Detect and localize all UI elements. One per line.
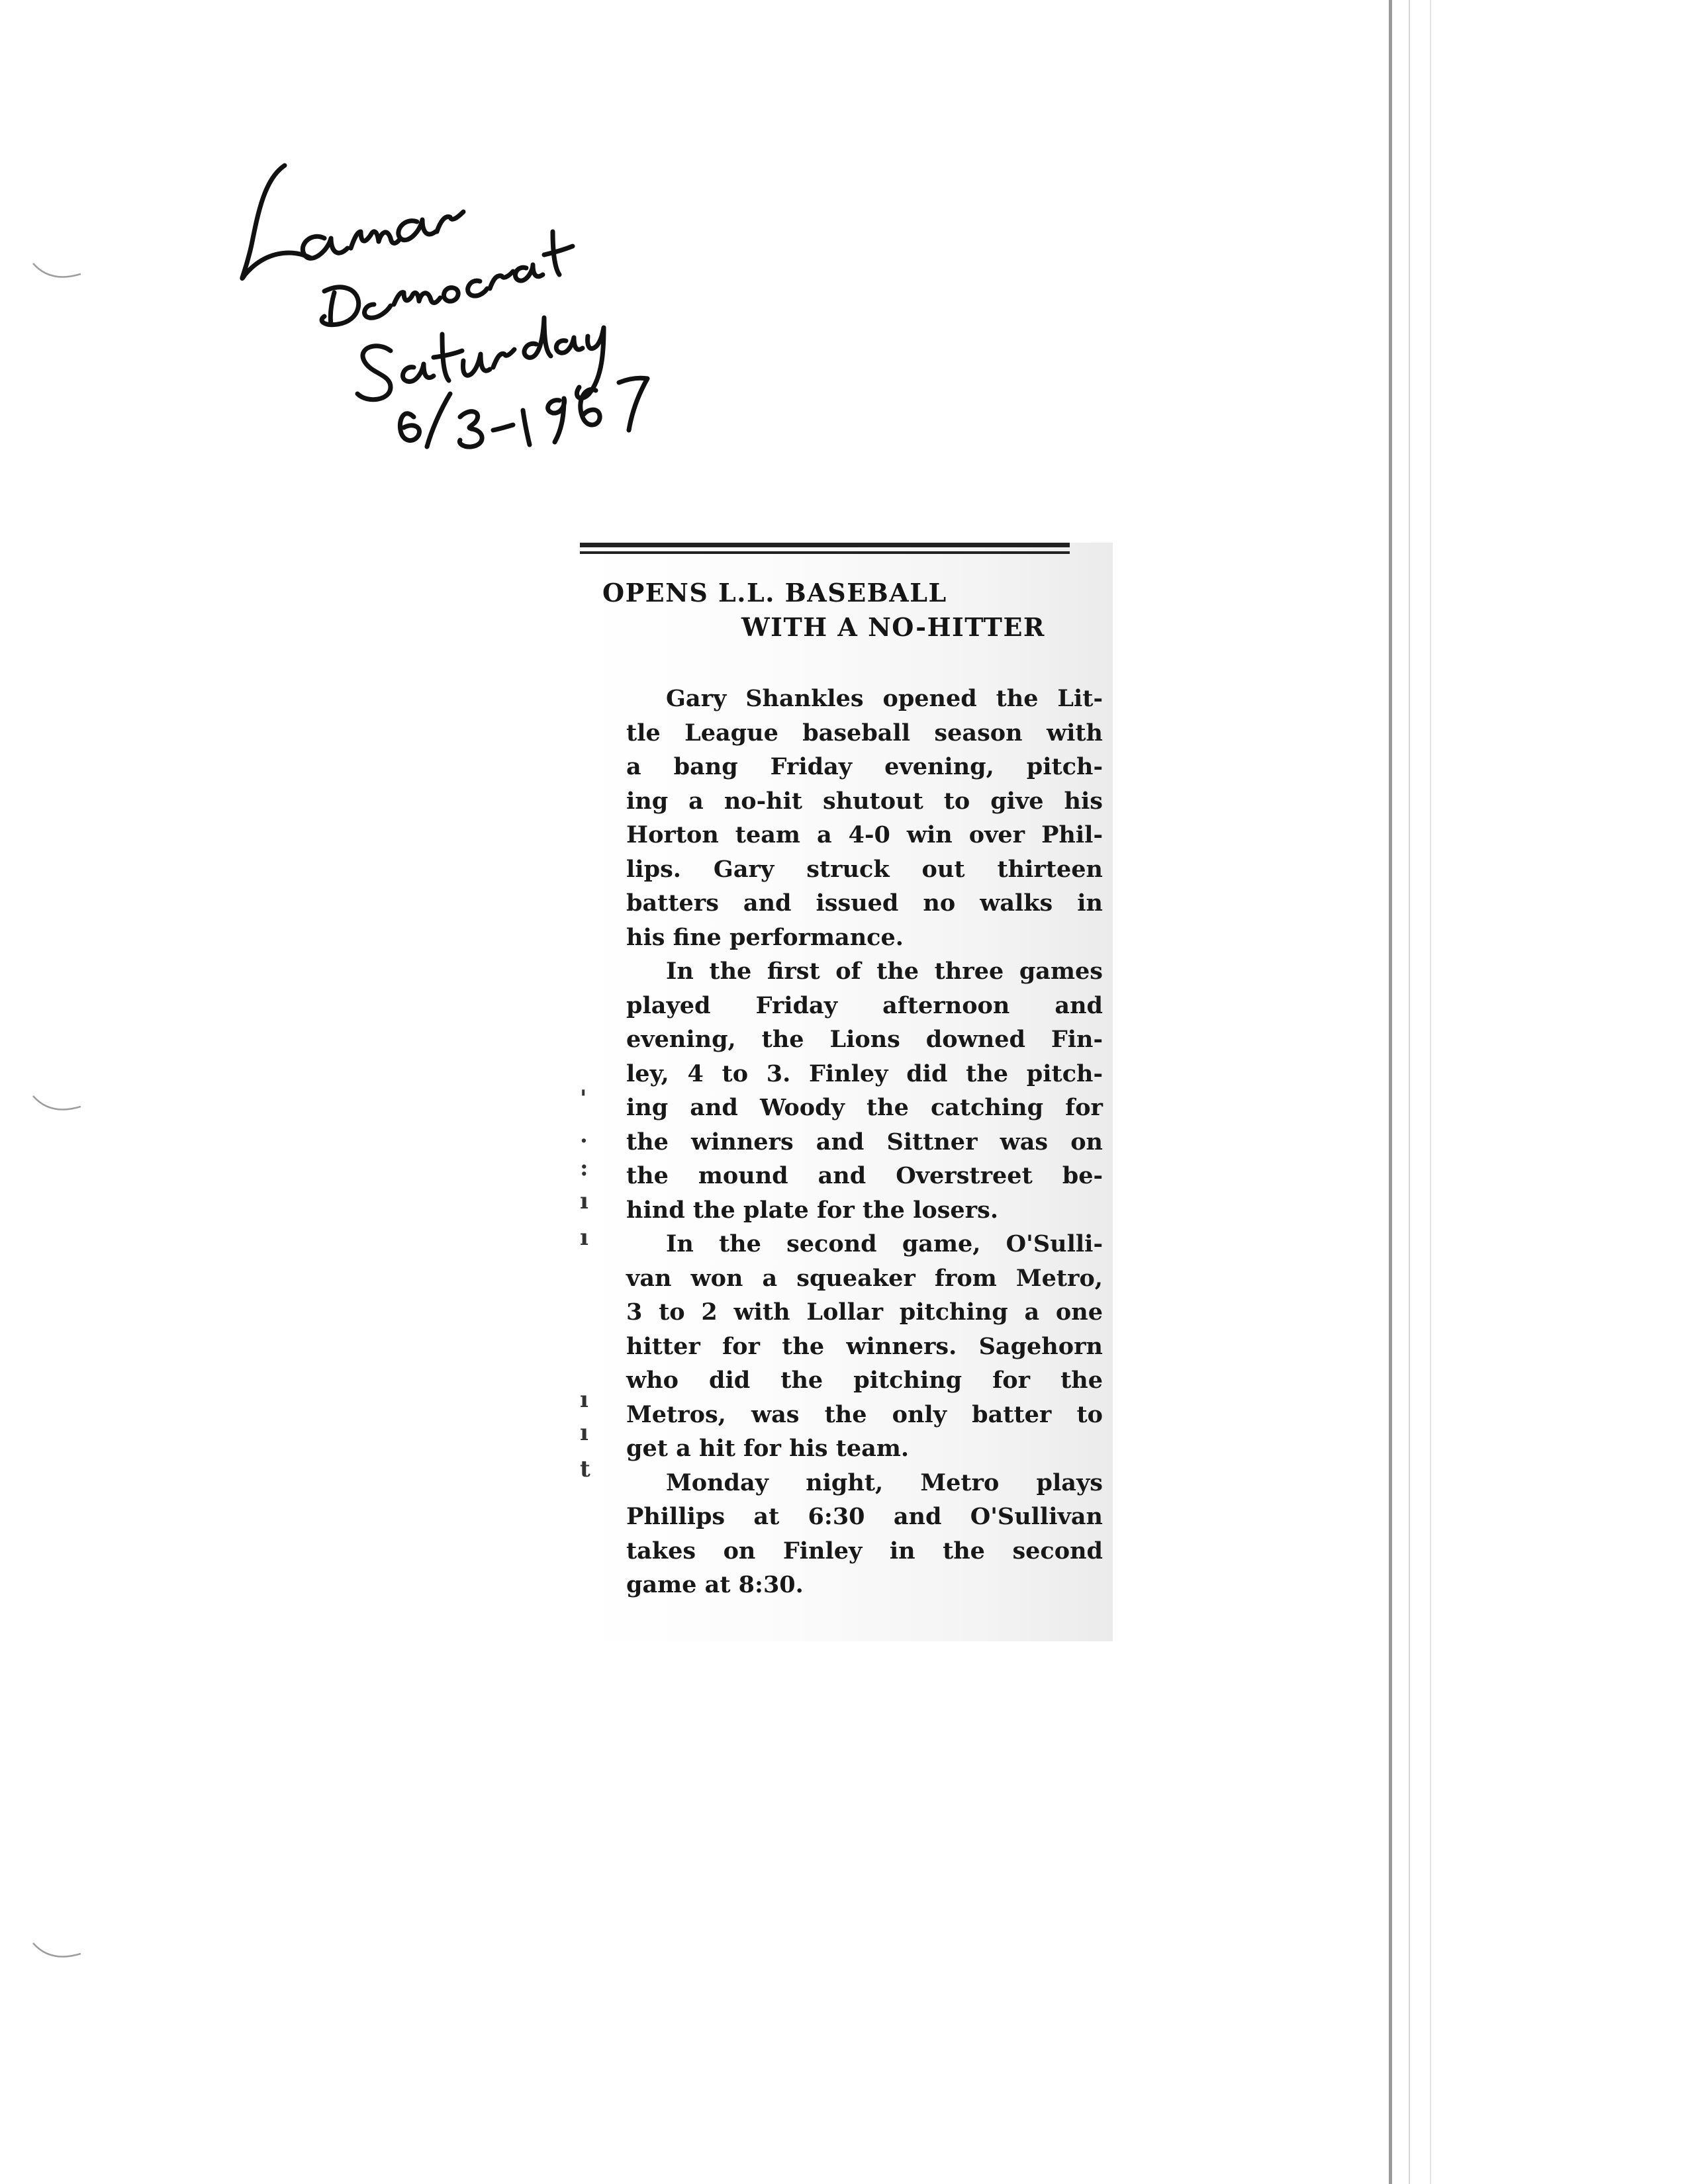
scanner-edge-line <box>1409 0 1410 2184</box>
article-line: ing and Woody the catching for <box>626 1094 1103 1121</box>
double-rule-bottom <box>580 551 1070 554</box>
article-body <box>626 682 1103 1602</box>
double-rule-top <box>580 543 1070 547</box>
article-line: get a hit for his team. <box>626 1435 910 1462</box>
article-line: tle League baseball season with <box>626 719 1103 747</box>
article-line: ley, 4 to 3. Finley did the pitch- <box>626 1060 1103 1087</box>
clipping-headline <box>602 576 1066 645</box>
article-line: In the second game, O'Sulli- <box>666 1230 1103 1257</box>
margin-mark: ' <box>580 1085 587 1112</box>
article-line: his fine performance. <box>626 923 904 951</box>
article-line: In the first of the three games <box>666 958 1103 985</box>
article-line: hind the plate for the losers. <box>626 1196 999 1224</box>
article-line: hitter for the winners. Sagehorn <box>626 1332 1103 1360</box>
article-line: a bang Friday evening, pitch- <box>626 753 1103 780</box>
margin-mark: ı <box>580 1188 588 1214</box>
article-line: ing a no-hit shutout to give his <box>626 787 1103 815</box>
article-line: played Friday afternoon and <box>626 991 1103 1019</box>
article-line: Gary Shankles opened the Lit- <box>666 685 1103 712</box>
article-line: batters and issued no walks in <box>626 889 1103 917</box>
margin-mark: . <box>580 1122 588 1148</box>
margin-mark: ı <box>580 1420 588 1446</box>
handwritten-note <box>225 139 688 450</box>
article-line: Horton team a 4-0 win over Phil- <box>626 821 1103 848</box>
article-line: lips. Gary struck out thirteen <box>626 855 1103 883</box>
article-line: Monday night, Metro plays <box>666 1469 1103 1496</box>
binder-hole-mark <box>30 1092 83 1118</box>
article-line: who did the pitching for the <box>626 1367 1103 1394</box>
binder-hole-mark <box>30 259 83 286</box>
margin-mark: ı <box>580 1224 588 1251</box>
article-line: 3 to 2 with Lollar pitching a one <box>626 1298 1103 1326</box>
headline-line-1: OPENS L.L. BASEBALL <box>602 578 947 608</box>
margin-mark: ı <box>580 1387 588 1413</box>
article-line: Metros, was the only batter to <box>626 1400 1103 1428</box>
article-line: game at 8:30. <box>626 1571 804 1598</box>
binder-hole-mark <box>30 1939 83 1966</box>
article-line: the winners and Sittner was on <box>626 1128 1103 1156</box>
article-line: takes on Finley in the second <box>626 1537 1103 1565</box>
scanner-edge-line <box>1389 0 1392 2184</box>
margin-mark: : <box>580 1155 588 1181</box>
article-line: van won a squeaker from Metro, <box>626 1264 1103 1292</box>
article-line: evening, the Lions downed Fin- <box>626 1026 1103 1053</box>
newspaper-clipping <box>580 543 1113 1641</box>
headline-line-2: WITH A NO-HITTER <box>741 612 1045 642</box>
scanner-edge-line <box>1430 0 1431 2184</box>
article-line: Phillips at 6:30 and O'Sullivan <box>626 1503 1103 1530</box>
margin-mark: t <box>580 1456 590 1482</box>
article-line: the mound and Overstreet be- <box>626 1162 1103 1189</box>
